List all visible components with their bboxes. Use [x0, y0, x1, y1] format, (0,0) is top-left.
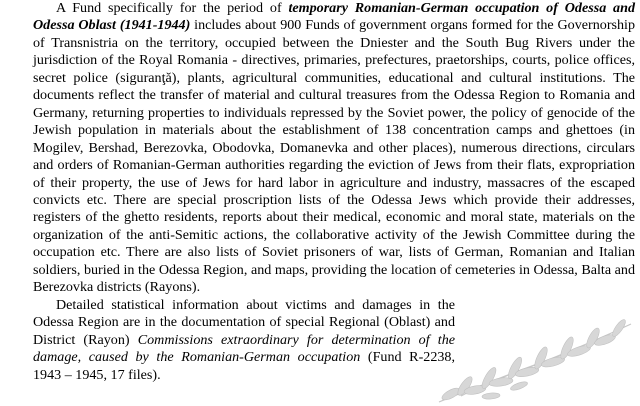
statistics-intro: Detailed statistical information about victims and damages in the Odessa Region are in the documentation of special Regional (Oblast) and District (Rayon): [33, 296, 455, 348]
document-text: [33, 0, 635, 384]
paragraph-body: includes about 900 Funds of government organs formed for the Governorship of Transnistria on the territory, occupied between the Dniester and the South Bug Rivers under the jurisdiction of the Royal Romania - directives, primaries, prefectures, praetorships, courts, police offices, secret police (siguranţă), plants, agricultural communities, educational and cultural institutions. The documents reflect the transfer of material and cultural treasures from the Odessa Region to Romania and Germany, returning properties to individuals repressed by the Soviet power, the policy of genocide of the Jewish population in materials about the establishment of 138 concentration camps and ghettoes (in Mogilev, Bershad, Berezovka, Obodovka, Domanevka and other places), numerous directions, circulars and orders of Romanian-German authorities regarding the eviction of Jews from their flats, expropriation of their property, the use of Jews for hard labor in agriculture and industry, massacres of the escaped convicts etc. There are special proscription lists of the Odessa Jews which provide their addresses, registers of the ghetto residents, reports about their medical, economic and moral state, materials on the organization of the anti-Semitic actions, the collaborative activity of the Jewish Committee during the occupation etc. There are also lists of Soviet prisoners of war, lists of German, Romanian and Italian soldiers, buried in the Odessa Region, and maps, providing the location of cemeteries in Odessa, Balta and Berezovka districts (Rayons).: [33, 17, 636, 296]
fund-reference: (Fund R-2238, 1943 – 1945, 17 files).: [33, 349, 455, 383]
fund-title-emphasis: temporary Romanian-German occupation of Odessa and Odessa Oblast (1941-1944): [33, 0, 635, 34]
paragraph-fund-description: [33, 0, 635, 297]
paragraph-intro: A Fund specifically for the period of: [56, 0, 289, 16]
commissions-title: Commissions extraordinary for determination of the damage, caused by the Romanian-German occupation: [33, 331, 455, 366]
paragraph-statistics: [33, 297, 455, 384]
